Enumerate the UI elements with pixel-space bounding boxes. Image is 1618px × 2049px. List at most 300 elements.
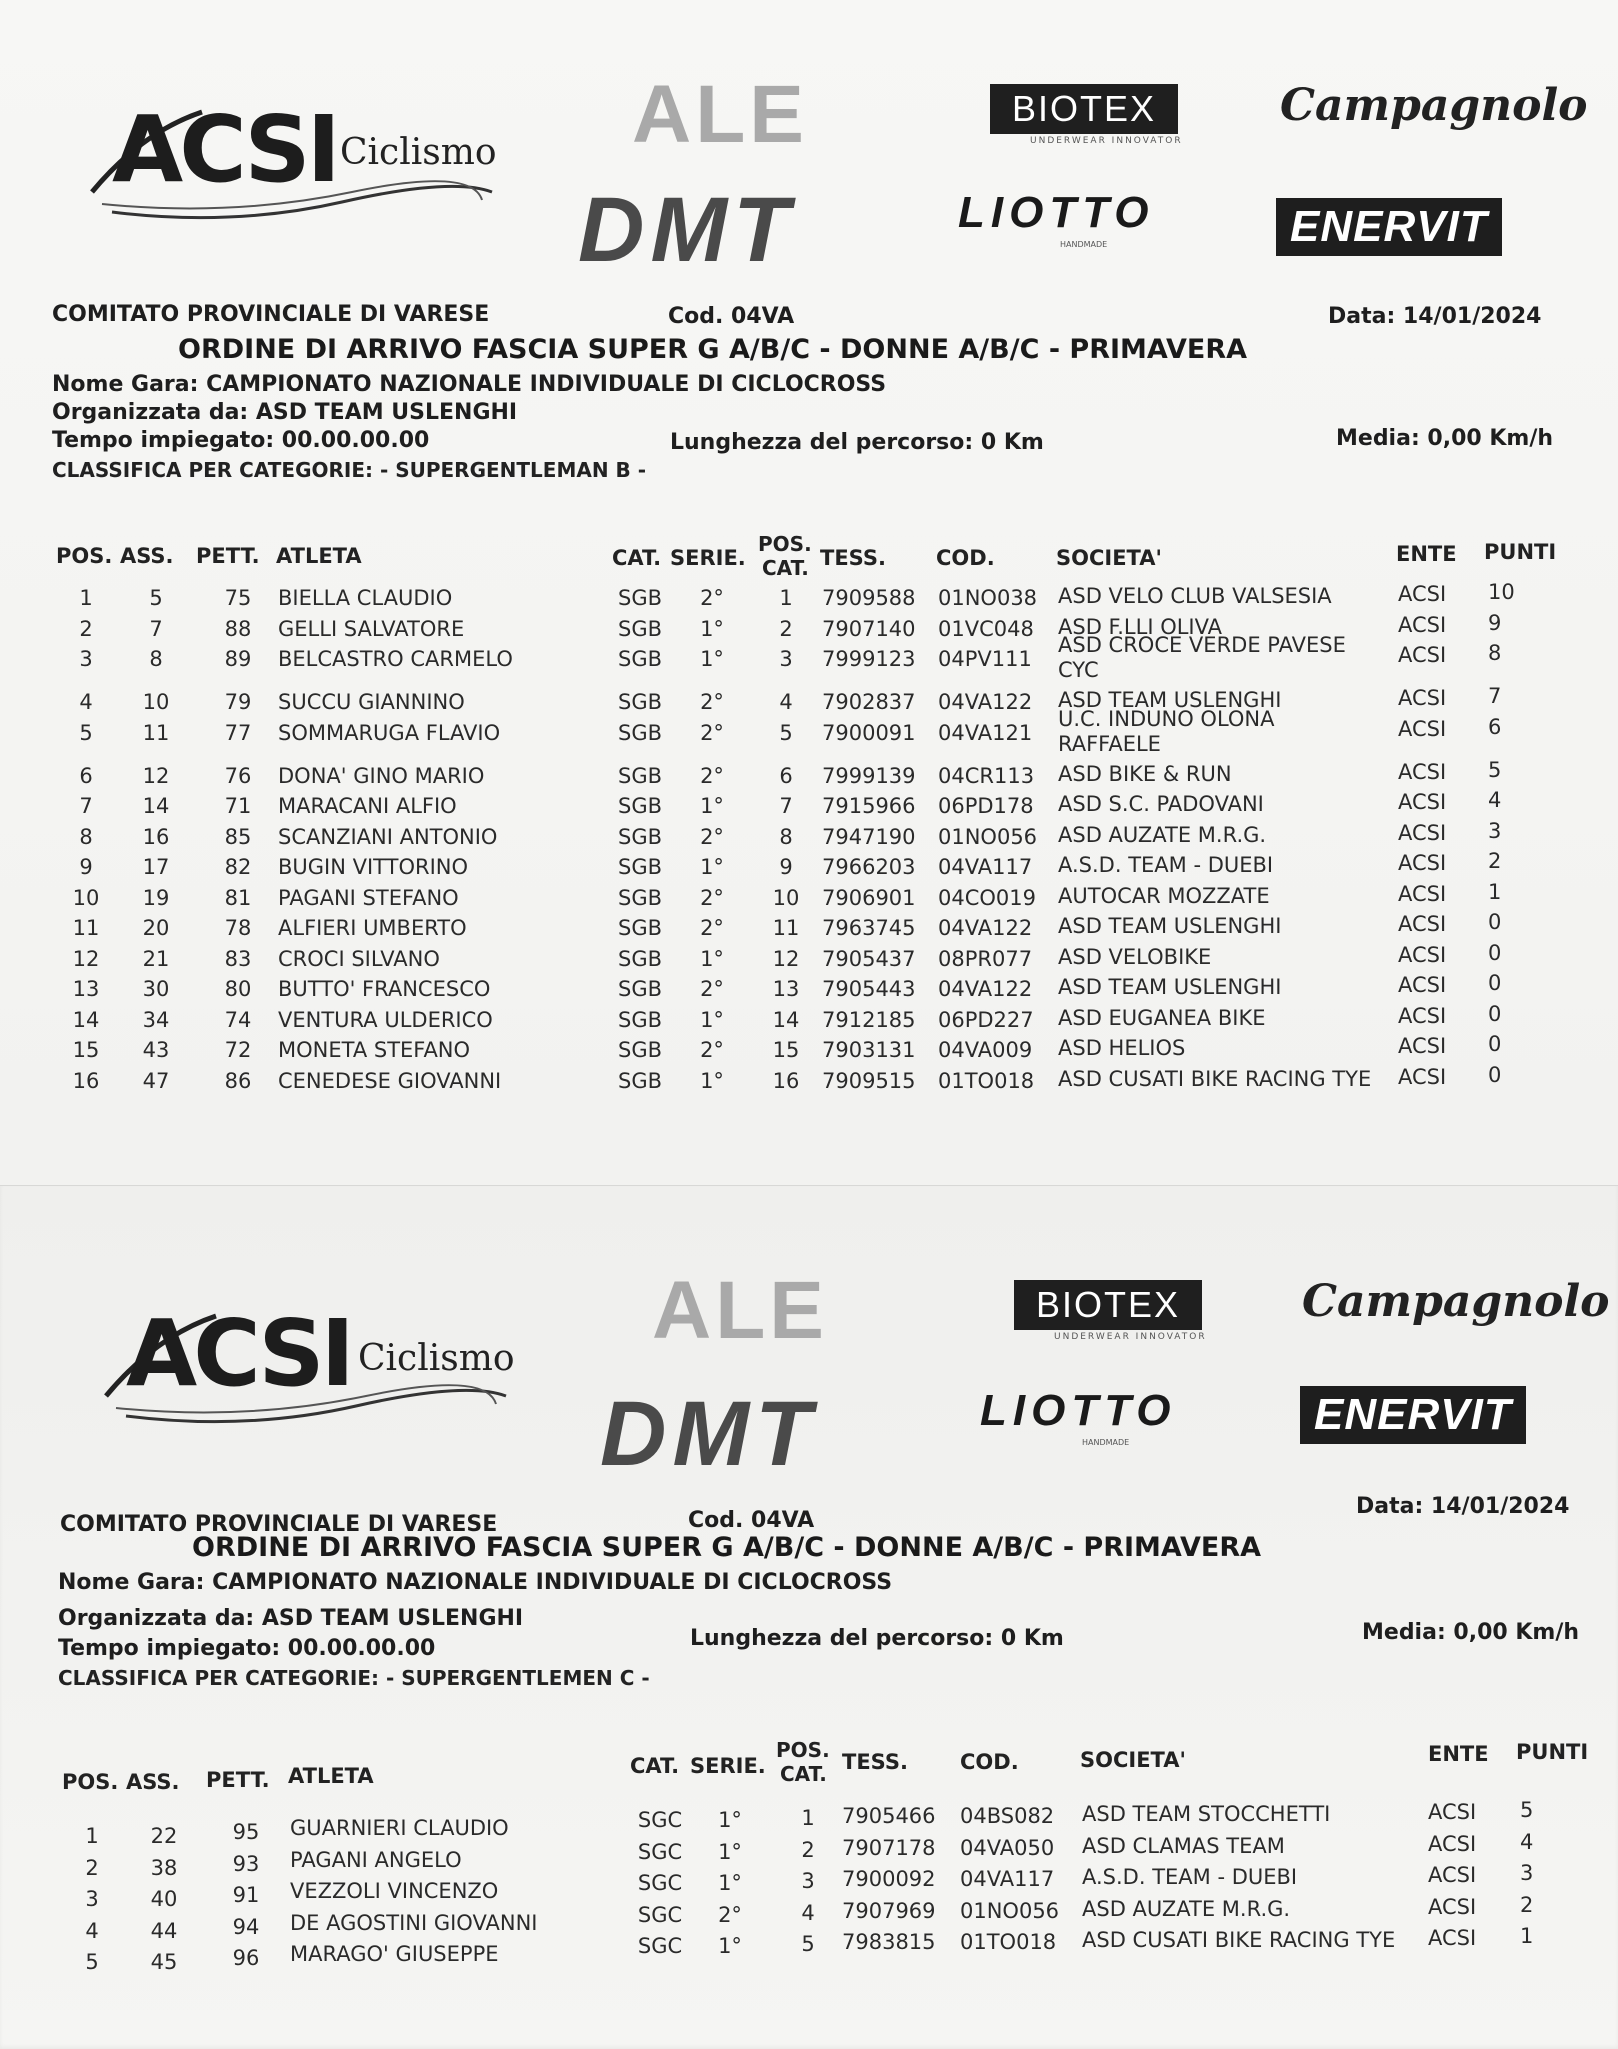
cell-cat: SGB (617, 647, 662, 671)
cell-ass: 12 (142, 763, 170, 788)
ale-logo: ALE (632, 69, 808, 160)
cell-poscat: 15 (772, 1038, 800, 1062)
cell-punti: 8 (1488, 641, 1502, 665)
ale-logo: ALE (652, 1265, 828, 1356)
document-title: ORDINE DI ARRIVO FASCIA SUPER G A/B/C - DONNE A/B/C - PRIMAVERA (178, 334, 1248, 365)
cell-cod: 06PD227 (938, 1007, 1034, 1032)
cell-poscat: 16 (772, 1068, 800, 1093)
cell-pett: 89 (224, 647, 252, 671)
cell-punti: 1 (1520, 1924, 1534, 1948)
cell-pett: 78 (224, 916, 252, 940)
cell-societa: ASD F.LLI OLIVA (1058, 614, 1223, 639)
cell-pos: 3 (85, 1887, 99, 1911)
cell-poscat: 4 (801, 1900, 815, 1925)
time-used: Tempo impiegato: 00.00.00.00 (58, 1636, 436, 1661)
cell-atleta: BUGIN VITTORINO (278, 855, 469, 879)
acsi-wordmark: ACSI (126, 1300, 351, 1407)
course-length: Lunghezza del percorso: 0 Km (690, 1626, 1064, 1651)
cell-ente: ACSI (1428, 1831, 1477, 1856)
dmt-logo: DMT (600, 1383, 818, 1485)
cell-tess: 7903131 (822, 1038, 916, 1062)
header-pos: POS. (62, 1770, 119, 1794)
campagnolo-logo: Campagnolo (1280, 80, 1588, 131)
cell-cat: SGB (617, 690, 662, 714)
header-tess: TESS. (820, 546, 886, 570)
cell-tess: 7963745 (822, 916, 916, 940)
table-row (0, 684, 1618, 720)
table-row (0, 940, 1618, 977)
cell-cod: 04CR113 (938, 763, 1035, 788)
header-pett: PETT. (206, 1768, 270, 1792)
table-row (0, 633, 1618, 682)
cell-atleta: PAGANI ANGELO (290, 1847, 462, 1872)
cell-poscat: 11 (772, 916, 800, 940)
cell-cod: 01NO038 (938, 586, 1038, 610)
cell-punti: 3 (1488, 818, 1502, 843)
cell-serie: 1° (718, 1839, 742, 1864)
cell-pos: 14 (72, 1007, 100, 1032)
cell-punti: 10 (1488, 580, 1515, 604)
header-atleta: ATLETA (288, 1764, 374, 1788)
cell-societa: ASD CUSATI BIKE RACING TYE (1082, 1928, 1396, 1952)
cell-poscat: 13 (772, 977, 800, 1001)
cell-pett: 93 (232, 1851, 260, 1876)
cell-ass: 40 (150, 1887, 178, 1911)
cell-cat: SGB (617, 885, 662, 910)
cell-poscat: 14 (772, 1007, 800, 1032)
cell-ass: 38 (150, 1855, 178, 1880)
cell-cod: 04VA121 (938, 720, 1033, 745)
cell-cat: SGC (637, 1839, 683, 1864)
header-poscat-1: POS. (758, 532, 812, 556)
cell-poscat: 3 (801, 1869, 815, 1893)
dmt-logo: DMT (578, 179, 796, 281)
cell-serie: 2° (700, 690, 724, 714)
cell-societa: ASD HELIOS (1058, 1036, 1186, 1060)
cell-punti: 2 (1520, 1892, 1534, 1917)
cell-cod: 01TO018 (938, 1068, 1035, 1093)
cell-cat: SGB (617, 1068, 662, 1093)
cell-societa: ASD BIKE & RUN (1058, 761, 1232, 786)
header-ass: ASS. (126, 1770, 180, 1794)
comitato-label: COMITATO PROVINCIALE DI VARESE (60, 1512, 498, 1537)
cell-pett: 74 (224, 1007, 252, 1032)
cell-tess: 7905466 (842, 1804, 936, 1828)
cell-cod: 01TO018 (960, 1930, 1057, 1954)
liotto-logo: LIOTTO (980, 1386, 1177, 1435)
cell-ente: ACSI (1428, 1800, 1477, 1824)
cell-cod: 01VC048 (938, 616, 1034, 641)
cell-ente: ACSI (1398, 790, 1447, 814)
table-row (0, 971, 1618, 1007)
cell-tess: 7907178 (842, 1835, 936, 1860)
cell-ass: 20 (142, 916, 170, 940)
header-serie: SERIE. (670, 546, 746, 570)
cell-poscat: 5 (801, 1932, 815, 1956)
cell-cat: SGB (617, 855, 662, 879)
cell-tess: 7947190 (822, 824, 916, 849)
cell-serie: 2° (700, 885, 724, 910)
cell-cat: SGB (617, 977, 662, 1001)
cell-societa: ASD TEAM USLENGHI (1058, 914, 1282, 938)
cell-cat: SGB (617, 946, 662, 971)
cell-tess: 7999123 (822, 647, 916, 671)
cell-pett: 96 (232, 1946, 260, 1970)
organizer: Organizzata da: ASD TEAM USLENGHI (58, 1606, 524, 1631)
cell-tess: 7909588 (822, 586, 916, 610)
cell-cat: SGC (637, 1934, 683, 1958)
cell-pos: 13 (72, 977, 100, 1001)
cell-punti: 4 (1488, 788, 1502, 812)
time-used: Tempo impiegato: 00.00.00.00 (52, 428, 430, 453)
category-classification: CLASSIFICA PER CATEGORIE: - SUPERGENTLEMAN B - (52, 458, 647, 482)
cell-pos: 4 (85, 1918, 99, 1943)
cell-societa: ASD CLAMAS TEAM (1082, 1833, 1285, 1858)
cell-punti: 4 (1520, 1829, 1534, 1854)
cell-atleta: CROCI SILVANO (278, 946, 440, 971)
cell-cat: SGB (617, 720, 662, 745)
cell-tess: 7915966 (822, 794, 916, 818)
cell-serie: 2° (700, 916, 724, 940)
cell-pett: 88 (224, 616, 252, 641)
table-row (0, 706, 1618, 756)
cell-ente: ACSI (1428, 1894, 1477, 1919)
cell-serie: 1° (718, 1934, 742, 1958)
cell-ente: ACSI (1398, 851, 1447, 875)
cell-cat: SGB (617, 763, 662, 788)
cell-pett: 85 (224, 824, 252, 849)
cell-pos: 10 (72, 885, 100, 910)
cell-pos: 9 (79, 855, 93, 879)
cell-atleta: GELLI SALVATORE (278, 616, 465, 641)
cell-cod: 04VA050 (960, 1835, 1055, 1860)
document-title: ORDINE DI ARRIVO FASCIA SUPER G A/B/C - DONNE A/B/C - PRIMAVERA (192, 1532, 1262, 1563)
cell-ass: 16 (142, 824, 170, 849)
biotex-tagline: UNDERWEAR INNOVATOR (1054, 1332, 1207, 1342)
cell-pos: 12 (72, 946, 100, 971)
cell-serie: 1° (718, 1808, 742, 1832)
cell-cod: 01NO056 (938, 824, 1038, 849)
enervit-logo: ENERVIT (1300, 1386, 1526, 1444)
cell-cat: SGC (637, 1871, 683, 1895)
cell-ente: ACSI (1398, 1064, 1447, 1089)
cell-cod: 04CO019 (938, 885, 1036, 910)
cell-poscat: 9 (779, 855, 793, 879)
cell-atleta: SCANZIANI ANTONIO (278, 824, 498, 849)
cell-punti: 1 (1488, 879, 1502, 904)
cell-cod: 04VA117 (938, 855, 1033, 879)
header-societa: SOCIETA' (1056, 546, 1162, 570)
cell-societa: ASD TEAM USLENGHI (1058, 688, 1282, 712)
header-pett: PETT. (196, 544, 260, 568)
cell-cod: 04VA117 (960, 1867, 1055, 1891)
cell-cat: SGB (617, 586, 662, 610)
cell-serie: 2° (700, 720, 724, 745)
cell-poscat: 3 (779, 647, 793, 671)
table-row (0, 788, 1618, 824)
header-poscat-2: CAT. (780, 1762, 827, 1786)
cell-pos: 1 (85, 1824, 99, 1848)
cell-tess: 7907140 (822, 616, 916, 641)
cell-societa: A.S.D. TEAM - DUEBI (1058, 853, 1274, 877)
cell-ente: ACSI (1398, 820, 1447, 845)
cell-serie: 1° (700, 647, 724, 671)
cell-atleta: CENEDESE GIOVANNI (278, 1068, 502, 1093)
average-speed: Media: 0,00 Km/h (1362, 1620, 1580, 1645)
cell-atleta: MARAGO' GIUSEPPE (290, 1942, 499, 1966)
cell-pett: 71 (224, 794, 252, 818)
table-row (0, 757, 1618, 794)
cell-ente: ACSI (1398, 973, 1447, 997)
date-label: Data: 14/01/2024 (1328, 304, 1542, 329)
cell-ente: ACSI (1398, 759, 1447, 784)
cell-cat: SGC (637, 1808, 683, 1832)
table-row (0, 610, 1618, 647)
ciclismo-text: Ciclismo (340, 132, 497, 173)
cell-punti: 6 (1488, 714, 1502, 739)
cell-pos: 7 (79, 794, 93, 818)
cell-cat: SGC (637, 1902, 683, 1927)
header-cod: COD. (960, 1750, 1019, 1774)
cell-pett: 83 (224, 946, 252, 971)
cell-serie: 2° (700, 586, 724, 610)
cell-ass: 10 (142, 690, 170, 714)
header-tess: TESS. (842, 1750, 908, 1774)
cell-cod: 04VA122 (938, 916, 1033, 940)
cell-cat: SGB (617, 616, 662, 641)
cod-label: Cod. 04VA (688, 1508, 815, 1533)
table-row (0, 879, 1618, 916)
cell-punti: 5 (1520, 1798, 1534, 1822)
cell-serie: 2° (700, 763, 724, 788)
organizer: Organizzata da: ASD TEAM USLENGHI (52, 400, 518, 425)
cell-pos: 16 (72, 1068, 100, 1093)
cell-punti: 9 (1488, 610, 1502, 635)
cell-atleta: ALFIERI UMBERTO (278, 916, 467, 940)
cell-cat: SGB (617, 794, 662, 818)
cell-cod: 08PR077 (938, 946, 1033, 971)
cell-ass: 30 (142, 977, 170, 1001)
cell-punti: 3 (1520, 1861, 1534, 1885)
category-classification: CLASSIFICA PER CATEGORIE: - SUPERGENTLEMEN C - (58, 1666, 650, 1690)
cell-punti: 0 (1488, 940, 1502, 965)
cell-punti: 0 (1488, 971, 1502, 995)
race-name: Nome Gara: CAMPIONATO NAZIONALE INDIVIDUALE DI CICLOCROSS (58, 1570, 893, 1595)
cell-societa: ASD TEAM STOCCHETTI (1082, 1802, 1331, 1826)
cell-pos: 3 (79, 647, 93, 671)
header-cat: CAT. (630, 1754, 680, 1778)
cell-pett: 95 (232, 1820, 260, 1844)
date-label: Data: 14/01/2024 (1356, 1494, 1570, 1519)
cell-cod: 04VA122 (938, 690, 1033, 714)
cell-atleta: MONETA STEFANO (278, 1038, 471, 1062)
cell-ass: 44 (150, 1918, 178, 1943)
acsi-logo (82, 92, 502, 232)
header-poscat-1: POS. (776, 1738, 830, 1762)
acsi-wordmark: ACSI (112, 96, 337, 203)
cell-ass: 21 (142, 946, 170, 971)
cell-ass: 7 (149, 616, 163, 641)
cell-tess: 7966203 (822, 855, 916, 879)
cell-pos: 5 (79, 720, 93, 745)
cell-ente: ACSI (1428, 1926, 1477, 1950)
cell-pett: 86 (224, 1068, 252, 1093)
cell-serie: 1° (700, 1068, 724, 1093)
cell-pos: 4 (79, 690, 93, 714)
cell-serie: 1° (718, 1871, 742, 1895)
header-societa: SOCIETA' (1080, 1748, 1186, 1772)
cell-societa: ASD VELO CLUB VALSESIA (1058, 584, 1332, 608)
cell-pett: 80 (224, 977, 252, 1001)
biotex-logo: BIOTEX (1014, 1280, 1202, 1330)
cell-pett: 82 (224, 855, 252, 879)
cell-ass: 22 (150, 1824, 178, 1848)
header-atleta: ATLETA (276, 544, 362, 568)
cell-pett: 91 (232, 1883, 260, 1907)
cell-societa: AUTOCAR MOZZATE (1058, 883, 1270, 908)
cell-punti: 0 (1488, 1062, 1502, 1087)
cell-ass: 34 (142, 1007, 170, 1032)
cell-tess: 7900092 (842, 1867, 936, 1891)
liotto-tagline: HANDMADE (1060, 240, 1108, 249)
cell-punti: 7 (1488, 684, 1502, 708)
cell-ass: 47 (142, 1068, 170, 1093)
cell-pett: 94 (232, 1914, 260, 1939)
cell-pett: 81 (224, 885, 252, 910)
cell-atleta: VEZZOLI VINCENZO (290, 1879, 499, 1903)
table-row (0, 1924, 1618, 1974)
header-punti: PUNTI (1516, 1740, 1589, 1764)
cell-serie: 2° (700, 977, 724, 1001)
cell-ente: ACSI (1398, 1034, 1447, 1058)
header-ente: ENTE (1396, 542, 1457, 566)
table-row (0, 1062, 1618, 1099)
cell-tess: 7907969 (842, 1898, 936, 1923)
cell-serie: 1° (700, 946, 724, 971)
cell-cat: SGB (617, 1038, 662, 1062)
cell-pos: 11 (72, 916, 100, 940)
cell-cod: 01NO056 (960, 1898, 1060, 1923)
cell-pos: 2 (85, 1855, 99, 1880)
liotto-tagline: HANDMADE (1082, 1438, 1130, 1447)
header-cat: CAT. (612, 546, 662, 570)
cell-pos: 1 (79, 586, 93, 610)
cell-societa: ASD S.C. PADOVANI (1058, 792, 1264, 816)
cell-societa: ASD EUGANEA BIKE (1058, 1005, 1266, 1030)
cell-pett: 77 (224, 720, 252, 745)
cell-cat: SGB (617, 916, 662, 940)
cell-atleta: MARACANI ALFIO (278, 794, 457, 818)
cell-tess: 7905443 (822, 977, 916, 1001)
cell-poscat: 2 (801, 1837, 815, 1862)
table-row (0, 580, 1618, 616)
cell-atleta: GUARNIERI CLAUDIO (290, 1816, 509, 1840)
acsi-logo (96, 1296, 516, 1436)
cell-tess: 7909515 (822, 1068, 916, 1093)
cell-ente: ACSI (1398, 643, 1447, 667)
cell-atleta: SOMMARUGA FLAVIO (278, 720, 501, 745)
cell-pos: 15 (72, 1038, 100, 1062)
cell-poscat: 2 (779, 616, 793, 641)
cell-cat: SGB (617, 1007, 662, 1032)
header-ente: ENTE (1428, 1742, 1489, 1766)
cell-atleta: DONA' GINO MARIO (278, 763, 485, 788)
cell-punti: 2 (1488, 849, 1502, 873)
cell-ass: 11 (142, 720, 170, 745)
cell-pos: 5 (85, 1950, 99, 1974)
comitato-label: COMITATO PROVINCIALE DI VARESE (52, 302, 490, 327)
cell-pos: 2 (79, 616, 93, 641)
cell-ass: 8 (149, 647, 163, 671)
cell-serie: 2° (700, 1038, 724, 1062)
cell-tess: 7905437 (822, 946, 916, 971)
cell-poscat: 1 (779, 586, 793, 610)
cell-ente: ACSI (1398, 716, 1447, 741)
course-length: Lunghezza del percorso: 0 Km (670, 430, 1044, 455)
cell-cod: 04PV111 (938, 647, 1032, 671)
cell-poscat: 10 (772, 885, 800, 910)
cell-poscat: 6 (779, 763, 793, 788)
table-row (0, 1032, 1618, 1068)
cell-atleta: BIELLA CLAUDIO (278, 586, 453, 610)
table-row (0, 849, 1618, 885)
cell-tess: 7912185 (822, 1007, 916, 1032)
header-serie: SERIE. (690, 1754, 766, 1778)
cell-ente: ACSI (1398, 582, 1447, 606)
cell-societa: U.C. INDUNO OLONA RAFFAELE (1058, 706, 1275, 756)
cell-tess: 7906901 (822, 885, 916, 910)
header-punti: PUNTI (1484, 540, 1557, 564)
cell-serie: 1° (700, 1007, 724, 1032)
cell-cod: 04BS082 (960, 1804, 1055, 1828)
cell-societa: ASD VELOBIKE (1058, 944, 1212, 969)
cell-cod: 06PD178 (938, 794, 1034, 818)
cell-ente: ACSI (1398, 1003, 1447, 1028)
cell-ass: 14 (142, 794, 170, 818)
header-pos: POS. (56, 544, 113, 568)
cell-ente: ACSI (1398, 686, 1447, 710)
cell-pett: 76 (224, 763, 252, 788)
cell-ass: 5 (149, 586, 163, 610)
cell-punti: 0 (1488, 1001, 1502, 1026)
campagnolo-logo: Campagnolo (1302, 1276, 1610, 1327)
cell-societa: A.S.D. TEAM - DUEBI (1082, 1865, 1298, 1889)
cell-societa: ASD CROCE VERDE PAVESE CYC (1058, 633, 1346, 682)
cell-pos: 8 (79, 824, 93, 849)
cell-atleta: SUCCU GIANNINO (278, 690, 465, 714)
cell-societa: ASD CUSATI BIKE RACING TYE (1058, 1066, 1372, 1091)
cell-tess: 7902837 (822, 690, 916, 714)
cell-ass: 43 (142, 1038, 170, 1062)
cell-pos: 6 (79, 763, 93, 788)
cell-societa: ASD TEAM USLENGHI (1058, 975, 1282, 999)
cell-poscat: 7 (779, 794, 793, 818)
biotex-logo: BIOTEX (990, 84, 1178, 134)
cell-societa: ASD AUZATE M.R.G. (1082, 1896, 1291, 1921)
cell-poscat: 4 (779, 690, 793, 714)
cell-pett: 72 (224, 1038, 252, 1062)
cell-tess: 7999139 (822, 763, 916, 788)
cell-punti: 0 (1488, 910, 1502, 934)
cell-atleta: DE AGOSTINI GIOVANNI (290, 1910, 538, 1935)
cell-ass: 19 (142, 885, 170, 910)
cell-ente: ACSI (1398, 942, 1447, 967)
cell-ente: ACSI (1398, 912, 1447, 936)
header-poscat-2: CAT. (762, 556, 809, 580)
table-row (0, 818, 1618, 855)
cell-ente: ACSI (1398, 612, 1447, 637)
cell-punti: 0 (1488, 1032, 1502, 1056)
